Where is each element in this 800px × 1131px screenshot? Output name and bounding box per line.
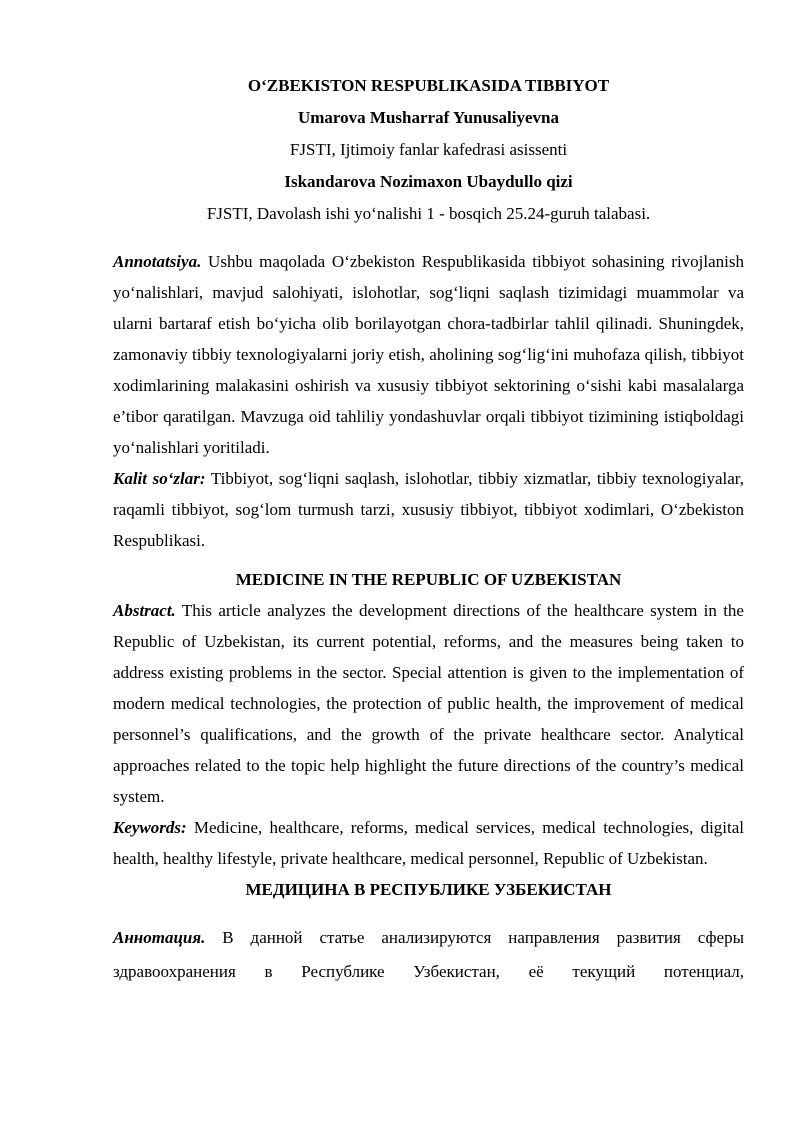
- uz-annotation-text: Ushbu maqolada O‘zbekiston Respublikasida tibbiyot sohasining rivojlanish yo‘nalishlari, mavjud salohiyati, islohotlar, sog‘liqni saqlash tizimidagi muammolar va ularni bartaraf etish bo‘yicha olib borilayotgan chora-tadbirlar tahlil qilinadi. Shuningdek, zamonaviy tibbiy texnologiyalarni joriy etish, aholining sog‘lig‘ini muhofaza qilish, tibbiyot xodimlarining malakasini oshirish va xususiy tibbiyot sektorining o‘sishi kabi masalalarga e’tibor qaratilgan. Mavzuga oid tahliliy yondashuvlar orqali tibbiyot tizimining istiqboldagi yo‘nalishlari yoritiladi.: [113, 252, 744, 457]
- affiliation-1: FJSTI, Ijtimoiy fanlar kafedrasi asissenti: [289, 140, 568, 159]
- en-keywords-paragraph: [113, 812, 744, 874]
- uz-keywords-text: Tibbiyot, sog‘liqni saqlash, islohotlar, tibbiy xizmatlar, tibbiy texnologiyalar, raqamli tibbiyot, sog‘lom turmush tarzi, xususiy tibbiyot, tibbiyot xodimlari, O‘zbekiston Respublikasi.: [113, 469, 744, 550]
- russian-section-heading: МЕДИЦИНА В РЕСПУБЛИКЕ УЗБЕКИСТАН: [245, 880, 612, 899]
- article-title: O‘ZBEKISTON RESPUBLIKASIDA TIBBIYOT: [247, 76, 610, 95]
- uz-annotation-paragraph: [113, 246, 744, 463]
- uz-keywords-label: Kalit so‘zlar:: [113, 469, 206, 488]
- en-abstract-paragraph: [113, 595, 744, 812]
- en-abstract-label: Abstract.: [113, 601, 176, 620]
- en-keywords-text: Medicine, healthcare, reforms, medical services, medical technologies, digital health, healthy lifestyle, private healthcare, medical personnel, Republic of Uzbekistan.: [113, 818, 745, 868]
- ru-annotation-text: В данной статье анализируются направления развития сферы здравоохранения в Республике Узбекистан, её текущий потенциал,: [113, 928, 745, 981]
- english-section: [113, 564, 744, 874]
- en-abstract-text: This article analyzes the development directions of the healthcare system in the Republic of Uzbekistan, its current potential, reforms, and the measures being taken to address existing problems in the sector. Special attention is given to the implementation of modern medical technologies, the protection of public health, the improvement of medical personnel’s qualifications, and the growth of the private healthcare sector. Analytical approaches related to the topic help highlight the future directions of the country’s medical system.: [113, 601, 744, 806]
- document-header: [113, 70, 744, 230]
- english-section-heading: MEDICINE IN THE REPUBLIC OF UZBEKISTAN: [235, 570, 622, 589]
- uz-keywords-paragraph: [113, 463, 744, 556]
- uzbek-section: [113, 246, 744, 556]
- affiliation-2: FJSTI, Davolash ishi yo‘nalishi 1 - bosqich 25.24-guruh talabasi.: [206, 204, 651, 223]
- russian-section: [113, 874, 744, 989]
- en-keywords-label: Keywords:: [113, 818, 187, 837]
- ru-annotation-label: Аннотация.: [113, 928, 206, 947]
- ru-annotation-paragraph: [113, 921, 744, 989]
- author-2: Iskandarova Nozimaxon Ubaydullo qizi: [284, 172, 573, 191]
- author-1: Umarova Musharraf Yunusaliyevna: [297, 108, 559, 127]
- uz-annotation-label: Annotatsiya.: [113, 252, 202, 271]
